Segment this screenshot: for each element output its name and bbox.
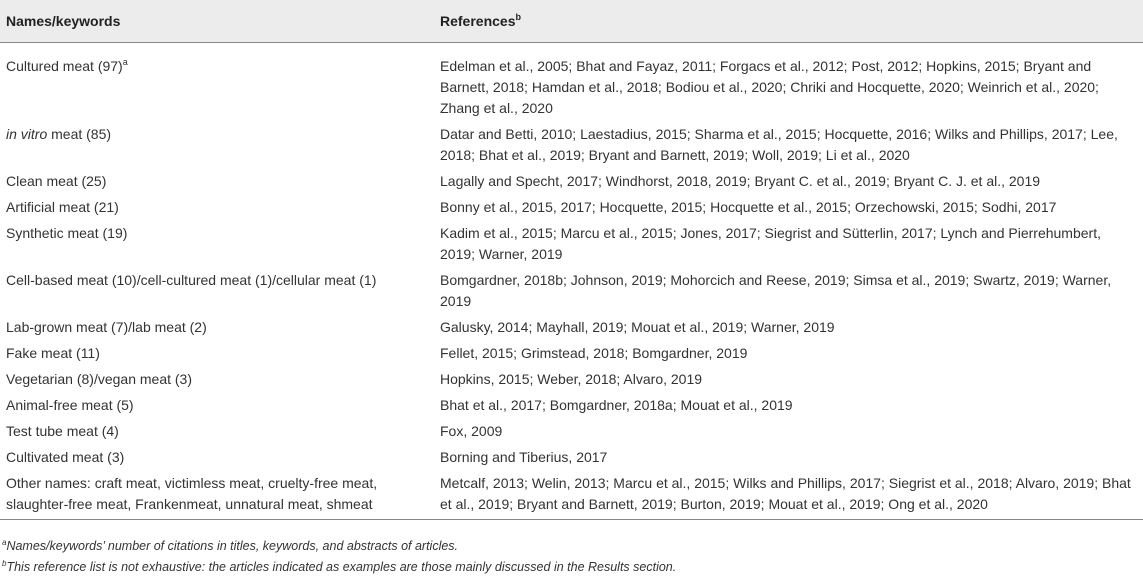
table-row [0,313,1143,339]
row-name: Test tube meat (4) [6,423,119,439]
row-name-text: meat (85) [47,126,112,142]
header-names-label: Names/keywords [6,13,121,29]
table-row [0,120,1143,167]
footnote-a-text: Names/keywords’ number of citations in titles, keywords, and abstracts of articles. [6,539,459,553]
table-row [0,43,1143,121]
table-row [0,167,1143,193]
table-header [0,0,1143,43]
row-refs: Fox, 2009 [440,423,503,439]
row-refs: Borning and Tiberius, 2017 [440,449,608,465]
table-body [0,43,1143,520]
row-name: Artificial meat (21) [6,199,119,215]
table-row [0,266,1143,313]
footnote-a [2,539,458,553]
row-refs: Galusky, 2014; Mayhall, 2019; Mouat et al., 2019; Warner, 2019 [440,319,835,335]
table-row [0,469,1143,520]
table-row [0,417,1143,443]
row-name-text: Cultured meat (97) [6,58,123,74]
footnote-b [2,560,676,574]
row-refs: Metcalf, 2013; Welin, 2013; Marcu et al., 2015; Wilks and Phillips, 2017; Siegrist et al., 2018; Alvaro, 2019; Bhat et al., 2019; Bryant and Barnett, 2019; Burton, 2019; Mouat et al., 2019; Ong et al., 2020 [434,469,1143,520]
row-name [0,43,434,121]
row-refs: Bomgardner, 2018b; Johnson, 2019; Mohorcich and Reese, 2019; Simsa et al., 2019; Swartz, 2019; Warner, 2019 [440,272,1112,309]
row-name [0,120,434,167]
footnote-b-mark: b [2,559,7,568]
table-row [0,443,1143,469]
row-refs: Bhat et al., 2017; Bomgardner, 2018a; Mouat et al., 2019 [440,397,793,413]
row-refs: Lagally and Specht, 2017; Windhorst, 2018, 2019; Bryant C. et al., 2019; Bryant C. J. et al., 2019 [440,173,1041,189]
row-refs: Edelman et al., 2005; Bhat and Fayaz, 2011; Forgacs et al., 2012; Post, 2012; Hopkins, 2015; Bryant and Barnett, 2018; Hamdan et al., 2018; Bodiou et al., 2020; Chriki and Hocquette, 2020; Weinrich et al., 2020; Zhang et al., 2020 [440,58,1099,116]
row-refs: Bonny et al., 2015, 2017; Hocquette, 2015; Hocquette et al., 2015; Orzechowski, 2015; Sodhi, 2017 [440,199,1057,215]
table-row [0,339,1143,365]
table-row [0,193,1143,219]
header-names-keywords [0,0,434,43]
row-name: Cell-based meat (10)/cell-cultured meat (1)/cellular meat (1) [6,272,377,288]
row-name: Lab-grown meat (7)/lab meat (2) [6,319,207,335]
table-row [0,219,1143,266]
row-name-sup: a [122,57,128,67]
row-refs: Hopkins, 2015; Weber, 2018; Alvaro, 2019 [440,371,703,387]
row-refs: Kadim et al., 2015; Marcu et al., 2015; Jones, 2017; Siegrist and Sütterlin, 2017; Lynch and Pierrehumbert, 2019; Warner, 2019 [440,225,1101,262]
table-row [0,391,1143,417]
row-name: Synthetic meat (19) [6,225,128,241]
header-row [0,0,1143,43]
row-name-italic: in vitro [6,126,48,142]
header-references [434,0,1143,43]
row-name: Cultivated meat (3) [6,449,125,465]
footnote-b-text: This reference list is not exhaustive: the articles indicated as examples are those mainly discussed in the Results section. [6,560,677,574]
row-name: Other names: craft meat, victimless meat, cruelty-free meat, slaughter-free meat, Frankenmeat, unnatural meat, shmeat [0,469,434,520]
row-refs: Fellet, 2015; Grimstead, 2018; Bomgardner, 2019 [440,345,748,361]
table-row [0,365,1143,391]
header-references-label: References [440,13,516,29]
row-name: Fake meat (11) [6,345,100,361]
header-references-sup: b [515,12,521,22]
row-name: Vegetarian (8)/vegan meat (3) [6,371,192,387]
row-refs: Datar and Betti, 2010; Laestadius, 2015; Sharma et al., 2015; Hocquette, 2016; Wilks and Phillips, 2017; Lee, 2018; Bhat et al., 2019; Bryant and Barnett, 2019; Woll, 2019; Li et al., 2020 [440,126,1118,163]
row-name: Clean meat (25) [6,173,107,189]
footnote-a-mark: a [2,538,7,547]
row-name: Animal-free meat (5) [6,397,134,413]
